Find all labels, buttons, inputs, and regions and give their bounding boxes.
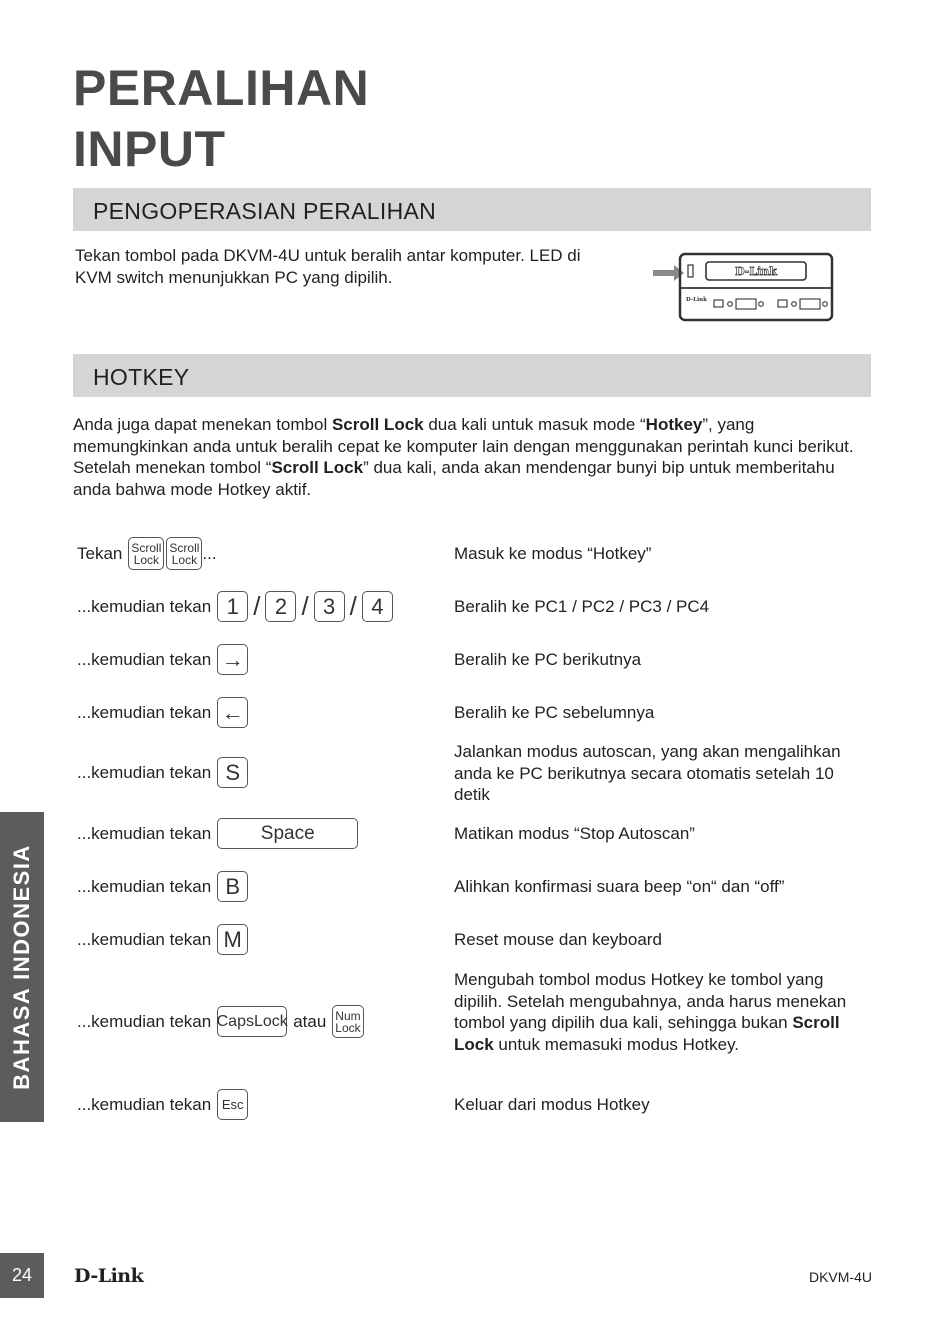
key-3: 3 (314, 591, 345, 622)
key-label: Lock (335, 1020, 361, 1035)
row-description: Masuk ke modus “Hotkey” (454, 544, 652, 563)
section-heading-switching: PENGOPERASIAN PERALIHAN (93, 198, 437, 224)
b-key: B (217, 871, 248, 902)
key-separator: / (253, 591, 261, 621)
key-4: 4 (362, 591, 393, 622)
hotkey-keys (77, 870, 248, 903)
device-small-logo: D-Link (686, 297, 707, 303)
row-description (454, 969, 854, 1055)
row-prefix: Tekan (77, 543, 123, 563)
kvm-device-body (680, 254, 832, 320)
scroll-lock-key (166, 537, 202, 570)
kvm-device-illustration (650, 250, 840, 325)
bold-run: Hotkey (645, 415, 703, 434)
key-label: Scroll (131, 540, 162, 555)
key-separator: / (301, 591, 309, 621)
or-text: atau (293, 1011, 327, 1031)
key-label: Scroll (169, 540, 200, 555)
row-prefix: ...kemudian tekan (77, 762, 212, 782)
key-label: Num (335, 1008, 361, 1023)
page-title-line1: PERALIHAN (73, 60, 370, 116)
key-2: 2 (265, 591, 296, 622)
row-description: Beralih ke PC berikutnya (454, 650, 642, 669)
row-description: Alihkan konfirmasi suara beep “on“ dan “off” (454, 877, 785, 896)
key-separator: / (349, 591, 357, 621)
row-prefix: ...kemudian tekan (77, 702, 212, 722)
text-run: ”, yang memungkinkan anda untuk beralih cepat ke komputer lain dengan menggunakan perintah kunci berikut. Setelah menekan tombol “ (73, 415, 854, 477)
language-label: BAHASA INDONESIA (9, 844, 34, 1090)
hotkey-keys (77, 696, 248, 729)
bold-run: Scroll Lock (271, 458, 364, 477)
row-prefix: ...kemudian tekan (77, 876, 212, 896)
hotkey-keys (77, 756, 248, 789)
footer-logo: D-Link (74, 1265, 144, 1287)
esc-key: Esc (217, 1089, 248, 1120)
right-arrow-key: → (217, 644, 248, 675)
row-description: Reset mouse dan keyboard (454, 930, 662, 949)
hotkey-keys (77, 643, 248, 676)
text-run: ” dua kali, anda akan mendengar bunyi bip untuk memberitahu anda bahwa mode Hotkey aktif. (73, 458, 835, 499)
row-prefix: ...kemudian tekan (77, 596, 212, 616)
hotkey-keys (77, 590, 393, 623)
text-run: untuk memasuki modus Hotkey. (493, 1034, 740, 1054)
text-run: Mengubah tombol modus Hotkey ke tombol yang dipilih. Setelah mengubahnya, anda harus menekan tombol yang dipilih dua kali, sehingga bukan (454, 970, 847, 1032)
page-title (73, 58, 369, 180)
row-description: Keluar dari modus Hotkey (454, 1095, 650, 1114)
row-prefix: ...kemudian tekan (77, 649, 212, 669)
row-prefix: ...kemudian tekan (77, 1011, 212, 1031)
hotkey-keys (77, 1005, 364, 1038)
hotkey-description (73, 414, 863, 500)
row-description: Matikan modus “Stop Autoscan” (454, 824, 695, 843)
hotkey-keys (77, 536, 217, 571)
switching-description: Tekan tombol pada DKVM-4U untuk beralih antar komputer. LED di KVM switch menunjukkan PC yang dipilih. (75, 246, 581, 287)
scroll-lock-key (128, 537, 164, 570)
s-key: S (217, 757, 248, 788)
key-label: Lock (171, 552, 198, 567)
page-title-line2: INPUT (73, 121, 226, 177)
row-suffix: ... (202, 543, 217, 563)
row-prefix: ...kemudian tekan (77, 823, 212, 843)
footer-model: DKVM-4U (808, 1269, 872, 1285)
bold-run: Scroll Lock (454, 1013, 840, 1054)
num-lock-key (332, 1005, 363, 1038)
hotkey-keys (77, 923, 248, 956)
m-key: M (217, 924, 248, 955)
caps-lock-key: CapsLock (217, 1006, 287, 1037)
section-heading-bar (73, 354, 871, 397)
key-1: 1 (217, 591, 248, 622)
language-sidebar (0, 812, 44, 1122)
text-run: dua kali untuk masuk mode “ (423, 415, 646, 434)
text-run: Anda juga dapat menekan tombol (73, 415, 332, 434)
device-logo: D-Link (735, 265, 777, 278)
section-heading-hotkey: HOTKEY (93, 364, 190, 390)
page-number: 24 (0, 1253, 44, 1298)
left-arrow-key: ← (217, 697, 248, 728)
row-description: Beralih ke PC1 / PC2 / PC3 / PC4 (454, 597, 710, 616)
section-heading-bar (73, 188, 871, 231)
bold-run: Scroll Lock (331, 415, 424, 434)
hotkey-keys (77, 817, 358, 850)
row-description: Beralih ke PC sebelumnya (454, 703, 655, 722)
space-key: Space (217, 818, 358, 849)
row-prefix: ...kemudian tekan (77, 929, 212, 949)
hotkey-keys (77, 1088, 248, 1121)
row-prefix: ...kemudian tekan (77, 1094, 212, 1114)
row-description: Jalankan modus autoscan, yang akan mengalihkan anda ke PC berikutnya secara otomatis setelah 10 detik (454, 742, 841, 804)
key-label: Lock (133, 552, 160, 567)
